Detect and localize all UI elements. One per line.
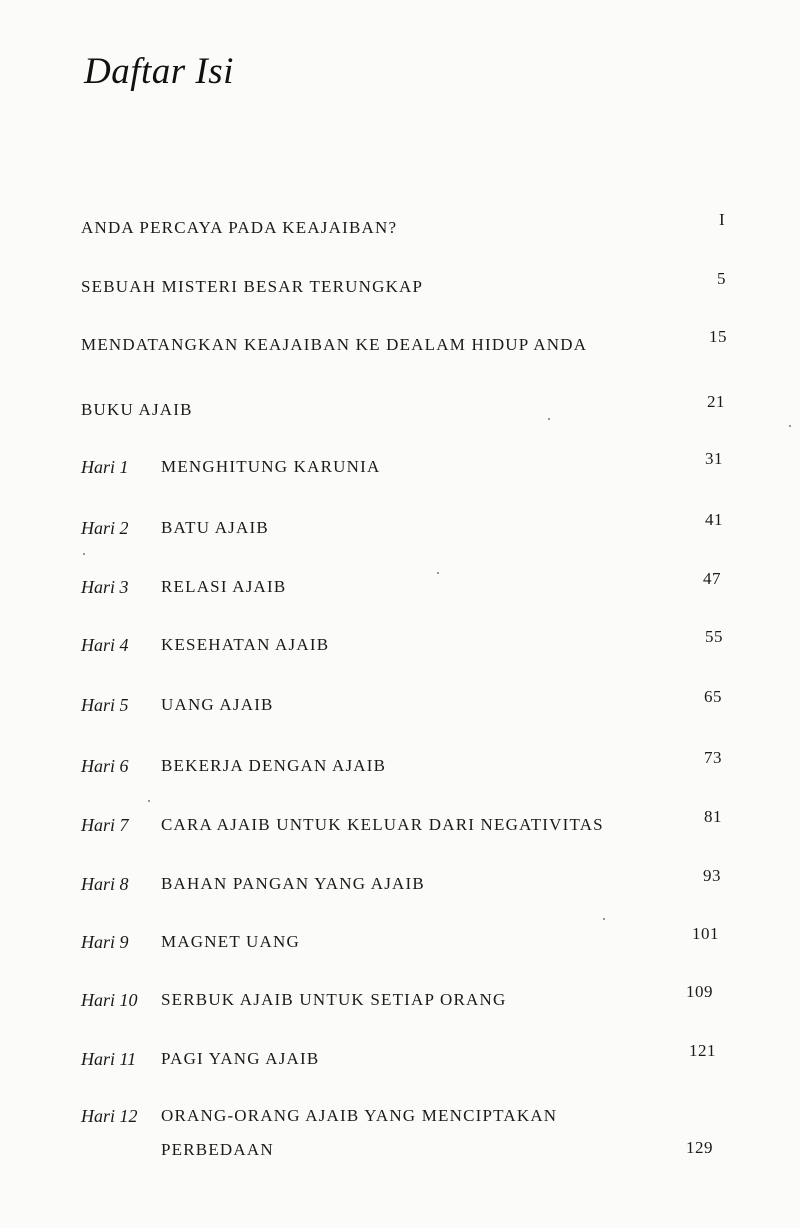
entry-label: SEBUAH MISTERI BESAR TERUNGKAP bbox=[81, 277, 424, 296]
toc-entry bbox=[0, 1106, 800, 1176]
toc-entry bbox=[0, 569, 800, 607]
day-label: Hari 1 bbox=[81, 457, 129, 477]
page-number: 55 bbox=[705, 627, 723, 646]
entry-label: CARA AJAIB UNTUK KELUAR DARI NEGATIVITAS bbox=[161, 815, 604, 834]
entry-label: PAGI YANG AJAIB bbox=[161, 1049, 320, 1068]
toc-entry bbox=[0, 449, 800, 487]
page-title: Daftar Isi bbox=[84, 51, 234, 92]
page-number: 101 bbox=[692, 924, 719, 943]
toc-entry bbox=[0, 748, 800, 786]
entry-label: MENGHITUNG KARUNIA bbox=[161, 457, 381, 476]
toc-entry bbox=[0, 627, 800, 665]
toc-entry bbox=[0, 807, 800, 845]
toc-entry bbox=[0, 392, 800, 430]
entry-label: UANG AJAIB bbox=[161, 695, 274, 714]
toc-entry bbox=[0, 1041, 800, 1079]
day-label: Hari 10 bbox=[81, 990, 138, 1010]
toc-entry bbox=[0, 866, 800, 904]
entry-label: MAGNET UANG bbox=[161, 932, 300, 951]
toc-entry bbox=[0, 269, 800, 307]
entry-label: ANDA PERCAYA PADA KEAJAIBAN? bbox=[81, 218, 398, 237]
page-number: 21 bbox=[707, 392, 725, 411]
day-label: Hari 6 bbox=[81, 756, 129, 776]
entry-label: BATU AJAIB bbox=[161, 518, 269, 537]
page-number: 129 bbox=[686, 1138, 713, 1157]
page-number: 65 bbox=[704, 687, 722, 706]
day-label: Hari 8 bbox=[81, 874, 129, 894]
day-label: Hari 12 bbox=[81, 1106, 138, 1126]
page-number: 47 bbox=[703, 569, 721, 588]
entry-label-line1: ORANG-ORANG AJAIB YANG MENCIPTAKAN bbox=[161, 1106, 558, 1125]
page-number: 73 bbox=[704, 748, 722, 767]
page-number: 31 bbox=[705, 449, 723, 468]
entry-label: BAHAN PANGAN YANG AJAIB bbox=[161, 874, 425, 893]
entry-label-line2: PERBEDAAN bbox=[161, 1140, 274, 1159]
page-number: 93 bbox=[703, 866, 721, 885]
entry-label bbox=[161, 1106, 557, 1160]
entry-label: RELASI AJAIB bbox=[161, 577, 287, 596]
day-label: Hari 9 bbox=[81, 932, 129, 952]
entry-label: BEKERJA DENGAN AJAIB bbox=[161, 756, 387, 775]
day-label: Hari 2 bbox=[81, 518, 129, 538]
page-number: 15 bbox=[709, 327, 727, 346]
page-number: 41 bbox=[705, 510, 723, 529]
scan-speck bbox=[83, 553, 85, 555]
toc-entry bbox=[0, 924, 800, 962]
entry-label: SERBUK AJAIB UNTUK SETIAP ORANG bbox=[161, 990, 507, 1009]
toc-entry bbox=[0, 982, 800, 1020]
page-number: 81 bbox=[704, 807, 722, 826]
day-label: Hari 4 bbox=[81, 635, 129, 655]
toc-entry bbox=[0, 210, 800, 248]
day-label: Hari 11 bbox=[81, 1049, 137, 1069]
day-label: Hari 3 bbox=[81, 577, 129, 597]
day-label: Hari 5 bbox=[81, 695, 129, 715]
page-number: 109 bbox=[686, 982, 713, 1001]
entry-label: MENDATANGKAN KEAJAIBAN KE DEALAM HIDUP ANDA bbox=[81, 335, 588, 354]
page-number: I bbox=[719, 210, 726, 229]
scan-speck bbox=[437, 572, 439, 574]
scan-speck bbox=[148, 800, 150, 802]
entry-label: BUKU AJAIB bbox=[81, 400, 193, 419]
scan-speck bbox=[789, 425, 791, 427]
day-label: Hari 7 bbox=[81, 815, 129, 835]
page-number: 5 bbox=[717, 269, 726, 288]
toc-entry bbox=[0, 687, 800, 725]
scan-speck bbox=[603, 918, 605, 920]
toc-entry bbox=[0, 327, 800, 365]
toc-entry bbox=[0, 510, 800, 548]
scan-speck bbox=[548, 418, 550, 420]
page-number: 121 bbox=[689, 1041, 716, 1060]
entry-label: KESEHATAN AJAIB bbox=[161, 635, 330, 654]
